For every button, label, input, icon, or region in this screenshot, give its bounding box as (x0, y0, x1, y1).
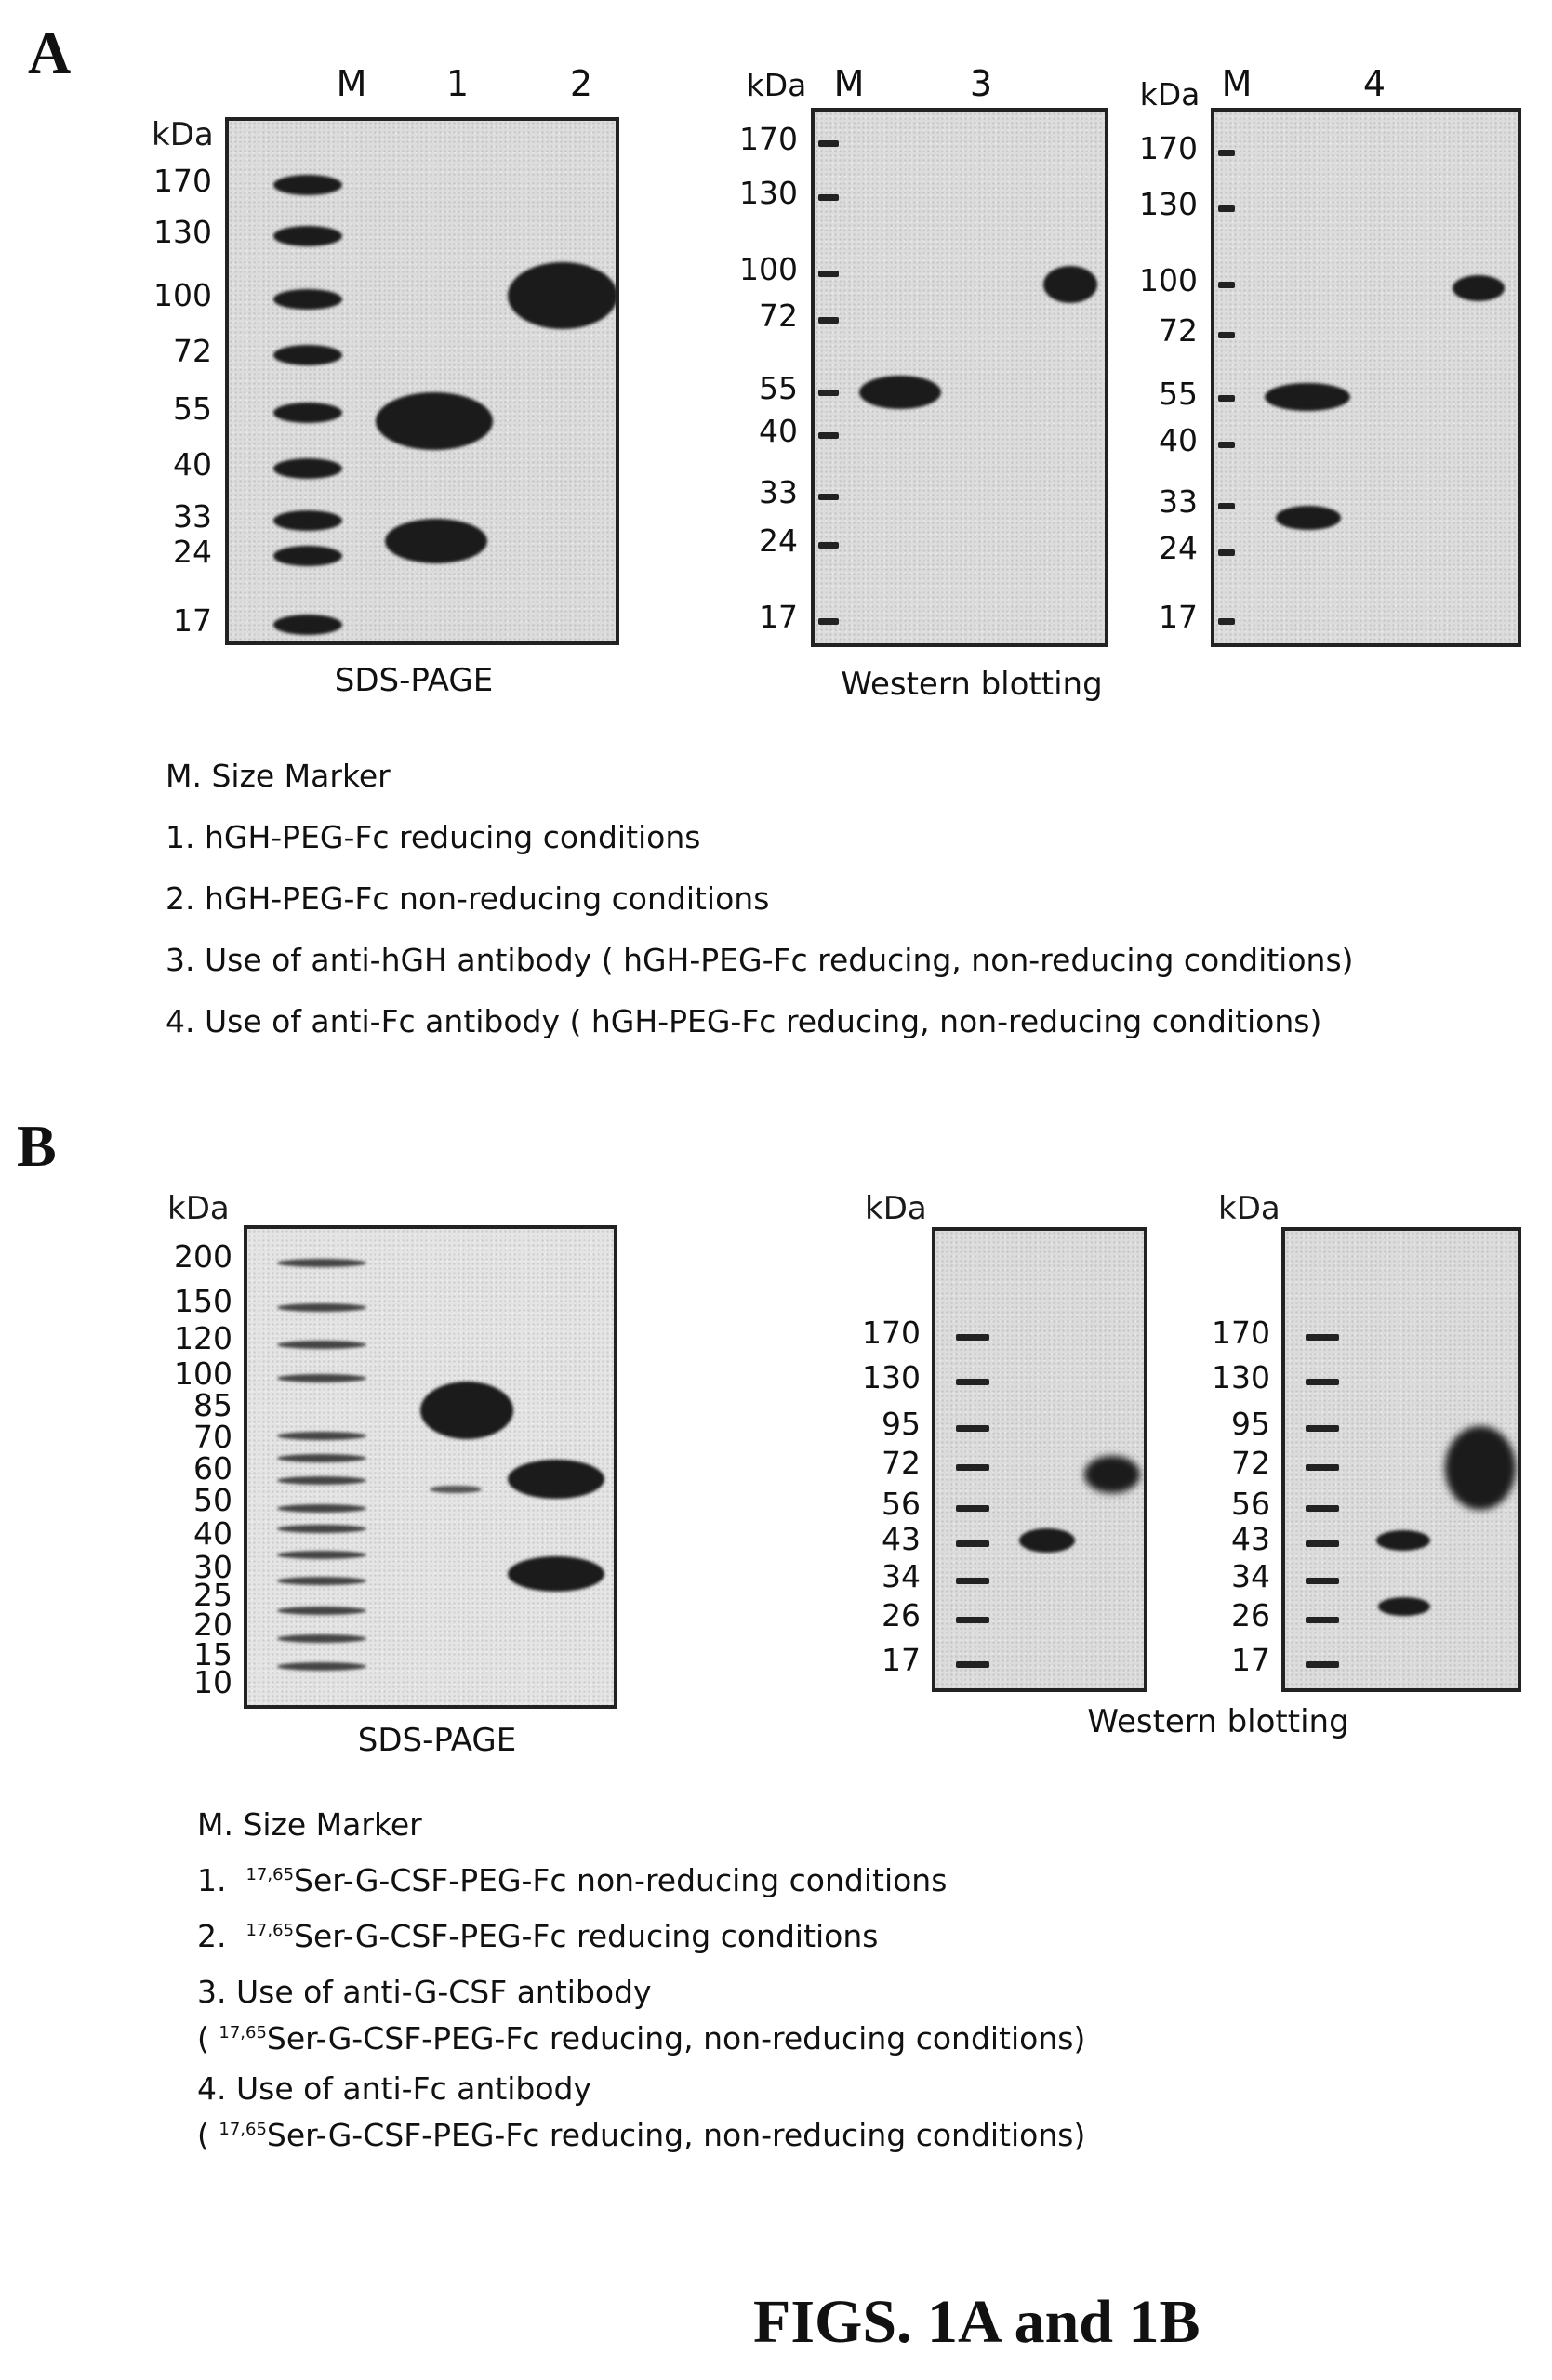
wb-b2-mark-2 (1306, 1425, 1339, 1432)
wb-b2-tick-43: 43 (1231, 1521, 1270, 1557)
legend-b-1-text: Ser-G-CSF-PEG-Fc non-reducing conditions (294, 1862, 948, 1898)
wb-b1-tick-95: 95 (882, 1406, 921, 1442)
wb1-lane-label-3: 3 (969, 63, 993, 104)
legend-b-4b-sup: 17,65 (219, 2120, 267, 2139)
kda-label: kDa (152, 116, 214, 153)
sds-page-gel-b (244, 1225, 617, 1709)
wb-b2-mark-6 (1306, 1578, 1339, 1584)
legend-b-1-sup: 17,65 (245, 1865, 295, 1884)
wb1-band-55 (859, 376, 941, 409)
western-blot-a1 (811, 108, 1108, 647)
wb-b2-tick-17: 17 (1231, 1642, 1270, 1678)
wb2-mark-0 (1218, 150, 1235, 156)
marker-band-3 (273, 345, 342, 365)
sds-b-tick-15: 15 (193, 1636, 232, 1673)
legend-b-4b-text: Ser-G-CSF-PEG-Fc reducing, non-reducing conditions) (266, 2117, 1086, 2153)
sds-b-tick-40: 40 (193, 1515, 232, 1552)
wb1-tick-24: 24 (759, 522, 798, 559)
wb1-mark-8 (818, 618, 839, 625)
wb1-tick-130: 130 (739, 175, 798, 211)
marker-b-band-2 (277, 1341, 366, 1349)
wb-b2-mark-8 (1306, 1661, 1339, 1668)
wb1-mark-0 (818, 140, 839, 147)
wb-b1-mark-8 (956, 1661, 989, 1668)
legend-b-2-num: 2. (197, 1918, 227, 1954)
lane-label-m: M (336, 63, 367, 104)
wb1-tick-72: 72 (759, 298, 798, 334)
laneb1-band-90 (420, 1382, 513, 1439)
legend-a (166, 760, 1486, 1058)
wb1-kda-label: kDa (746, 67, 807, 103)
wb1-lane-label-m: M (833, 63, 865, 104)
wb2-kda-label: kDa (1139, 76, 1200, 112)
panel-a-letter: A (28, 20, 72, 86)
legend-b-item-m: M. Size Marker (197, 1806, 422, 1843)
wb2-tick-40: 40 (1159, 422, 1198, 458)
wb2-tick-100: 100 (1139, 262, 1198, 298)
wb1-tick-17: 17 (759, 599, 798, 635)
lane2-band-100 (508, 262, 617, 329)
wb1-tick-100: 100 (739, 251, 798, 287)
western-blot-b2 (1281, 1227, 1521, 1692)
wb-b1-mark-1 (956, 1379, 989, 1385)
wb2-band-28 (1276, 506, 1341, 530)
sds-a-tick-33: 33 (173, 498, 212, 535)
wb2-lane-label-4: 4 (1362, 63, 1386, 104)
legend-b-item-2 (197, 1918, 879, 1954)
wb1-tick-40: 40 (759, 413, 798, 449)
wb-b1-band-43 (1019, 1528, 1075, 1553)
wb1-tick-33: 33 (759, 474, 798, 510)
figure-caption: FIGS. 1A and 1B (753, 2288, 1200, 2356)
legend-b-2-text: Ser-G-CSF-PEG-Fc reducing conditions (294, 1918, 879, 1954)
sds-page-gel-a (225, 117, 619, 645)
wb-b2-tick-95: 95 (1231, 1406, 1270, 1442)
marker-b-band-4 (277, 1432, 366, 1440)
panel-b-letter: B (17, 1113, 57, 1179)
sds-b-tick-25: 25 (193, 1577, 232, 1613)
wb-b2-tick-56: 56 (1231, 1486, 1270, 1522)
wb-b1-tick-170: 170 (862, 1315, 921, 1351)
sds-b-tick-60: 60 (193, 1450, 232, 1487)
wb-b2-mark-0 (1306, 1334, 1339, 1341)
wb-b2-mark-1 (1306, 1379, 1339, 1385)
legend-b-2-sup: 17,65 (245, 1921, 295, 1940)
wb-b1-tick-56: 56 (882, 1486, 921, 1522)
wb1-mark-4 (818, 390, 839, 396)
sds-b-tick-85: 85 (193, 1387, 232, 1423)
sds-b-tick-150: 150 (174, 1283, 232, 1319)
wb-b1-mark-2 (956, 1425, 989, 1432)
wb-b1-mark-5 (956, 1540, 989, 1547)
legend-a-item: 2. hGH-PEG-Fc non-reducing conditions (166, 880, 770, 917)
marker-b-band-9 (277, 1551, 366, 1559)
wb-b2-tick-170: 170 (1212, 1315, 1270, 1351)
western-blot-a2 (1211, 108, 1521, 647)
wb2-mark-3 (1218, 332, 1235, 338)
legend-b-4b-open: ( (197, 2117, 209, 2153)
marker-b-band-8 (277, 1525, 366, 1533)
wb-b2-tick-72: 72 (1231, 1445, 1270, 1481)
wb2-mark-7 (1218, 549, 1235, 556)
wb-b2-band-28 (1378, 1597, 1430, 1616)
wb-b2-mark-5 (1306, 1540, 1339, 1547)
laneb2-band-33 (508, 1556, 604, 1592)
wb-b2-kda-label: kDa (1218, 1190, 1280, 1227)
wb2-mark-5 (1218, 442, 1235, 448)
laneb2-band-60 (508, 1460, 604, 1499)
wb-b1-tick-43: 43 (882, 1521, 921, 1557)
wb1-mark-3 (818, 317, 839, 324)
legend-b-item-1 (197, 1862, 948, 1898)
wb-b1-band-72 (1084, 1456, 1140, 1493)
kda-label-b: kDa (167, 1190, 230, 1227)
sds-b-tick-200: 200 (174, 1238, 232, 1275)
wb2-tick-24: 24 (1159, 530, 1198, 566)
sds-page-caption-b: SDS-PAGE (357, 1722, 517, 1759)
legend-a-item: 1. hGH-PEG-Fc reducing conditions (166, 819, 701, 855)
sds-b-tick-50: 50 (193, 1482, 232, 1518)
wb2-mark-8 (1218, 618, 1235, 625)
legend-a-item: 3. Use of anti-hGH antibody ( hGH-PEG-Fc reducing, non-reducing conditions) (166, 942, 1354, 978)
marker-b-band-12 (277, 1634, 366, 1643)
wb-b1-mark-7 (956, 1617, 989, 1623)
wb2-band-55 (1265, 383, 1350, 411)
sds-a-tick-72: 72 (173, 333, 212, 369)
sds-a-tick-24: 24 (173, 534, 212, 570)
wb-b1-mark-0 (956, 1334, 989, 1341)
wb-b1-tick-34: 34 (882, 1558, 921, 1594)
wb2-mark-2 (1218, 282, 1235, 288)
laneb1-band-55 (430, 1486, 482, 1493)
wb2-tick-55: 55 (1159, 376, 1198, 412)
marker-b-band-3 (277, 1374, 366, 1382)
wb-b1-tick-72: 72 (882, 1445, 921, 1481)
sds-b-tick-70: 70 (193, 1419, 232, 1455)
marker-band-8 (273, 615, 342, 635)
legend-b-item-4b (197, 2117, 1086, 2153)
marker-band-4 (273, 403, 342, 423)
legend-b-item-3b (197, 2020, 1086, 2056)
lane1-band-55 (376, 392, 493, 450)
wb-b2-band-72 (1445, 1426, 1516, 1510)
wb1-mark-7 (818, 542, 839, 549)
wb-b1-kda-label: kDa (865, 1190, 927, 1227)
legend-a-item: 4. Use of anti-Fc antibody ( hGH-PEG-Fc reducing, non-reducing conditions) (166, 1003, 1322, 1039)
sds-page-caption-a: SDS-PAGE (334, 662, 494, 699)
lane1-band-28 (385, 519, 487, 563)
wb1-mark-2 (818, 271, 839, 277)
sds-a-tick-100: 100 (153, 277, 212, 313)
wb-b1-tick-130: 130 (862, 1359, 921, 1395)
western-blot-b1 (932, 1227, 1147, 1692)
marker-b-band-5 (277, 1454, 366, 1462)
legend-a-item: M. Size Marker (166, 758, 391, 794)
marker-b-band-11 (277, 1606, 366, 1615)
western-blotting-caption-a: Western blotting (841, 666, 1103, 703)
wb2-tick-130: 130 (1139, 186, 1198, 222)
marker-b-band-1 (277, 1303, 366, 1312)
wb-b1-mark-6 (956, 1578, 989, 1584)
sds-a-tick-170: 170 (153, 163, 212, 199)
sds-a-tick-55: 55 (173, 390, 212, 427)
wb1-band-100 (1043, 266, 1097, 303)
lane-label-2: 2 (569, 63, 593, 104)
wb-b2-tick-26: 26 (1231, 1597, 1270, 1633)
wb1-tick-170: 170 (739, 121, 798, 157)
legend-b-item-4: 4. Use of anti-Fc antibody (197, 2070, 592, 2107)
marker-b-band-0 (277, 1259, 366, 1267)
wb-b2-band-43 (1376, 1530, 1430, 1551)
wb-b1-mark-3 (956, 1464, 989, 1471)
sds-a-tick-40: 40 (173, 446, 212, 483)
wb-b1-tick-17: 17 (882, 1642, 921, 1678)
legend-b (197, 1806, 1313, 2181)
wb2-tick-17: 17 (1159, 599, 1198, 635)
marker-band-5 (273, 458, 342, 479)
wb2-tick-72: 72 (1159, 312, 1198, 349)
legend-b-item-3: 3. Use of anti-G-CSF antibody (197, 1974, 652, 2010)
marker-band-0 (273, 175, 342, 195)
sds-b-tick-30: 30 (193, 1549, 232, 1585)
wb-b2-tick-130: 130 (1212, 1359, 1270, 1395)
legend-b-3b-open: ( (197, 2020, 209, 2056)
legend-b-3b-sup: 17,65 (219, 2023, 267, 2043)
wb2-tick-33: 33 (1159, 483, 1198, 520)
wb2-tick-170: 170 (1139, 130, 1198, 166)
wb1-mark-5 (818, 432, 839, 439)
wb2-mark-6 (1218, 503, 1235, 509)
marker-b-band-13 (277, 1662, 366, 1671)
sds-a-tick-17: 17 (173, 602, 212, 639)
marker-band-6 (273, 510, 342, 531)
marker-b-band-7 (277, 1504, 366, 1513)
wb1-mark-1 (818, 194, 839, 201)
wb-b2-mark-4 (1306, 1505, 1339, 1512)
sds-b-tick-100: 100 (174, 1355, 232, 1392)
wb1-tick-55: 55 (759, 370, 798, 406)
sds-b-tick-20: 20 (193, 1606, 232, 1643)
wb1-mark-6 (818, 494, 839, 500)
sds-b-tick-120: 120 (174, 1320, 232, 1356)
marker-b-band-10 (277, 1577, 366, 1585)
wb2-band-100 (1453, 275, 1505, 301)
legend-b-1-num: 1. (197, 1862, 227, 1898)
marker-band-1 (273, 226, 342, 246)
wb-b1-mark-4 (956, 1505, 989, 1512)
marker-band-7 (273, 546, 342, 566)
wb-b1-tick-26: 26 (882, 1597, 921, 1633)
sds-a-tick-130: 130 (153, 214, 212, 250)
wb2-lane-label-m: M (1221, 63, 1253, 104)
marker-band-2 (273, 289, 342, 310)
wb2-mark-1 (1218, 205, 1235, 212)
wb-b2-mark-7 (1306, 1617, 1339, 1623)
lane-label-1: 1 (445, 63, 470, 104)
wb-b2-mark-3 (1306, 1464, 1339, 1471)
wb2-mark-4 (1218, 395, 1235, 402)
sds-b-tick-10: 10 (193, 1664, 232, 1700)
western-blotting-caption-b: Western blotting (1087, 1703, 1349, 1740)
marker-b-band-6 (277, 1476, 366, 1485)
wb-b2-tick-34: 34 (1231, 1558, 1270, 1594)
legend-b-3b-text: Ser-G-CSF-PEG-Fc reducing, non-reducing conditions) (266, 2020, 1086, 2056)
